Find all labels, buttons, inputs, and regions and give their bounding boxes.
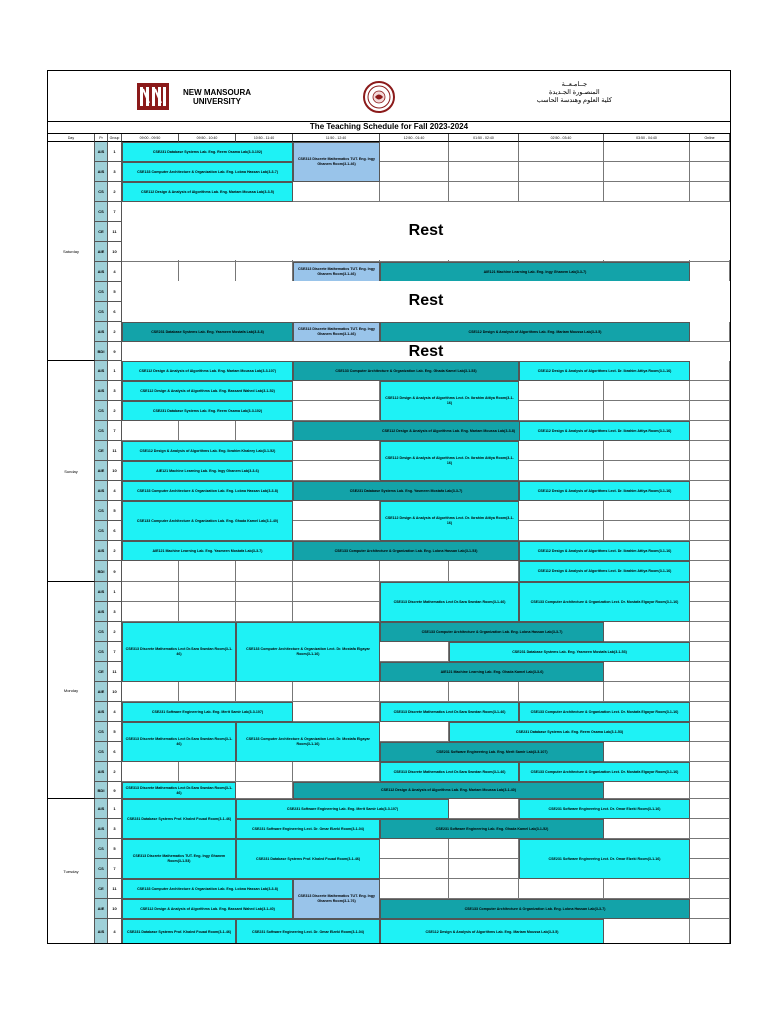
class-session: CSE112 Design & Analysis of Algorithms Lab. Eng. Ibrahim Khaleey Lab(3-1-52) [122,441,293,461]
class-session: CSE133 Computer Architecture & Organization Lab. Eng. Lobna Hassan Lab(3-3-8) [122,879,293,899]
group-number: 5 [108,722,122,742]
empty-slot-cell [519,142,604,162]
empty-slot-cell [604,819,690,839]
rest-label: Rest [122,281,730,321]
class-session: CSE112 Design & Analysis of Algorithms Lab. Eng. Mariam Moussa Lab(3-3-5) [122,182,293,202]
empty-slot-cell [293,561,380,582]
empty-slot-cell [449,142,519,162]
group-number: 9 [108,782,122,799]
empty-slot-cell [236,762,293,782]
class-session: CSE112 Design & Analysis of Algorithms Lect. Dr. Ibrahim Attiya Room(3-1-16) [519,561,690,582]
empty-slot-cell [690,142,730,162]
col-slot-7: 02:50 - 03:40 [519,134,604,142]
class-session: CSE231 Software Engineering Lect. Dr. Omar Elzeki Room(3-1-16) [519,799,690,819]
empty-slot-cell [690,662,730,682]
group-number: 10 [108,242,122,262]
schedule-page [47,70,731,944]
arabic-line-1: جــامـعــة [561,81,588,88]
empty-slot-cell [519,879,604,899]
empty-slot-cell [449,839,519,859]
group-number: 2 [108,322,122,342]
program-label: AIS [95,361,108,381]
group-number: 3 [108,602,122,622]
program-label: AIS [95,762,108,782]
class-session: CSE231 Database Systems Prof. Khaled Fouad Room(3-1-46) [122,919,236,944]
empty-slot-cell [690,682,730,702]
empty-slot-cell [690,722,730,742]
empty-slot-cell [449,682,519,702]
empty-slot-cell [293,501,380,521]
group-number: 2 [108,622,122,642]
empty-slot-cell [604,501,690,521]
col-online: Online [690,134,730,142]
class-session: CSE112 Design & Analysis of Algorithms Lab. Eng. Mariam Moussa Lab(3-1-40) [293,782,604,799]
empty-slot-cell [380,162,449,182]
class-session: CSE112 Design & Analysis of Algorithms Lab. Eng. Mariam Moussa Lab(3-3-107) [122,361,293,381]
empty-slot-cell [236,582,293,602]
col-pr: Pr [95,134,108,142]
class-session: CSE231 Software Engineering Lect. Dr. Omar Elzeki Room(3-1-16) [519,839,690,879]
class-session: CSE313 Discrete Mathematics TUT. Eng. Ingy Ghanem Room(3-1-46) [293,262,380,282]
program-label: AIE [95,682,108,702]
empty-slot-cell [179,262,236,282]
group-number: 5 [108,839,122,859]
program-label: CE [95,222,108,242]
program-label: CS [95,182,108,202]
program-label: CS [95,521,108,541]
empty-slot-cell [380,682,449,702]
program-label: CS [95,401,108,421]
empty-slot-cell [380,879,449,899]
empty-slot-cell [690,762,730,782]
empty-slot-cell [690,481,730,501]
class-session: CSE313 Discrete Mathematics Lect Dr.Sara Swedan Room(3-1-46) [380,702,519,722]
group-number: 10 [108,461,122,481]
empty-slot-cell [122,262,179,282]
class-session: CSE112 Design & Analysis of Algorithms Lect. Dr. Ibrahim Attiya Room(3-1-16) [380,501,519,541]
class-session: CSE313 Discrete Mathematics Lect Dr.Sara Swedan Room(3-1-46) [122,782,236,799]
group-number: 10 [108,682,122,702]
class-session: CSE133 Computer Architecture & Organization Lect. Dr. Mostafa Elgayar Room(3-1-16) [519,702,690,722]
class-session: CSE133 Computer Architecture & Organization Lab. Eng. Lobna Hassan Lab(3-3-7) [122,162,293,182]
class-session: CSE231 Software Engineering Lab. Eng. Merit Samir Lab(3-3-107) [380,742,604,762]
empty-slot-cell [449,859,519,879]
empty-slot-cell [690,461,730,481]
program-label: AIE [95,242,108,262]
empty-slot-cell [236,262,293,282]
program-label: AIS [95,162,108,182]
empty-slot-cell [690,642,730,662]
class-session: CSE231 Database Systems Lab. Eng. Yasmeen Mostafa Lab(3-3-8) [122,322,293,342]
group-number: 1 [108,582,122,602]
empty-slot-cell [179,561,236,582]
group-number: 4 [108,481,122,501]
col-slot-2: 09:50 - 10:40 [179,134,236,142]
empty-slot-cell [690,622,730,642]
class-session: CSE231 Database Systems Prof. Khaled Fouad Room(3-1-46) [122,799,236,839]
col-day: Day [48,134,95,142]
class-session: CSE313 Discrete Mathematics TUT. Eng. Ingy Ghanem Room(3-1-76) [293,879,380,919]
group-number: 4 [108,919,122,944]
col-slot-8: 03:50 - 04:40 [604,134,690,142]
class-session: CSE231 Database Systems Prof. Khaled Fouad Room(3-1-46) [236,839,380,879]
group-number: 3 [108,162,122,182]
program-label: AIS [95,582,108,602]
empty-slot-cell [122,582,179,602]
empty-slot-cell [236,782,293,799]
empty-slot-cell [236,561,293,582]
class-session: CSE231 Software Engineering Lab. Eng. Merit Samir Lab(3-3-107) [236,799,449,819]
empty-slot-cell [179,582,236,602]
empty-slot-cell [604,142,690,162]
class-session: CSE313 Discrete Mathematics Lect Dr.Sara Swedan Room(3-1-46) [380,762,519,782]
empty-slot-cell [604,622,690,642]
class-session: CSE231 Software Engineering Lab. Eng. Ghada Kamel Lab(3-1-52) [380,819,604,839]
class-session: CSE112 Design & Analysis of Algorithms Lab. Eng. Mariam Moussa Lab(3-3-8) [293,421,604,441]
class-session: AIE121 Machine Learning Lab. Eng. Ingy Ghanem Lab(3-3-6) [122,461,293,481]
empty-slot-cell [380,859,449,879]
program-label: CE [95,441,108,461]
program-label: CS [95,722,108,742]
page-title: The Teaching Schedule for Fall 2023-2024 [48,121,730,134]
empty-slot-cell [449,182,519,202]
class-session: CSE112 Design & Analysis of Algorithms Lect. Dr. Ibrahim Attiya Room(3-1-16) [519,481,690,501]
empty-slot-cell [449,561,519,582]
group-number: 7 [108,202,122,222]
empty-slot-cell [690,702,730,722]
empty-slot-cell [690,919,730,944]
program-label: BDI [95,342,108,361]
empty-slot-cell [690,501,730,521]
empty-slot-cell [690,561,730,582]
empty-slot-cell [690,262,730,282]
group-number: 6 [108,521,122,541]
class-session: CSE112 Design & Analysis of Algorithms Lect. Dr. Ibrahim Attiya Room(3-1-16) [519,421,690,441]
empty-slot-cell [449,162,519,182]
empty-slot-cell [519,381,604,401]
program-label: AIS [95,541,108,561]
empty-slot-cell [293,381,380,401]
empty-slot-cell [604,162,690,182]
rest-label: Rest [122,202,730,260]
empty-slot-cell [293,702,380,722]
group-number: 1 [108,799,122,819]
class-session: CSE133 Computer Architecture & Organization Lect. Dr. Mostafa Elgayar Room(3-1-16) [519,582,690,622]
empty-slot-cell [690,381,730,401]
empty-slot-cell [293,461,380,481]
program-label: CS [95,622,108,642]
empty-slot-cell [690,859,730,879]
empty-slot-cell [690,602,730,622]
empty-slot-cell [293,762,380,782]
program-label: AIS [95,799,108,819]
empty-slot-cell [690,322,730,342]
empty-slot-cell [449,799,519,819]
program-label: CS [95,859,108,879]
empty-slot-cell [380,839,449,859]
empty-slot-cell [122,682,179,702]
group-number: 11 [108,879,122,899]
arabic-line-3: كلية العلوم وهندسة الحاسب [536,97,612,104]
class-session: CSE313 Discrete Mathematics TUT. Eng. Ingy Ghanem Room(3-1-46) [293,142,380,182]
empty-slot-cell [690,162,730,182]
class-session: CSE112 Design & Analysis of Algorithms Lect. Dr. Ibrahim Attiya Room(3-1-16) [380,441,519,481]
col-slot-3: 10:50 - 11:40 [236,134,293,142]
empty-slot-cell [293,521,380,541]
group-number: 11 [108,222,122,242]
empty-slot-cell [380,142,449,162]
group-number: 3 [108,381,122,401]
empty-slot-cell [179,682,236,702]
nmu-logo-icon [137,83,169,110]
empty-slot-cell [449,879,519,899]
class-session: AIE121 Machine Learning Lab. Eng. Yasmeen Mostafa Lab(3-3-7) [122,541,293,561]
empty-slot-cell [236,682,293,702]
group-number: 6 [108,302,122,322]
class-session: CSE133 Computer Architecture & Organization Lab. Eng. Ghada Kamel Lab(3-1-53) [293,361,519,381]
program-label: CS [95,202,108,222]
class-session: CSE133 Computer Architecture & Organization Lab. Eng. Lobna Hassan Lab(3-3-8) [122,481,293,501]
group-number: 5 [108,282,122,302]
program-label: AIS [95,381,108,401]
empty-slot-cell [604,879,690,899]
group-number: 5 [108,501,122,521]
empty-slot-cell [690,401,730,421]
schedule-header [48,71,730,122]
empty-slot-cell [293,441,380,461]
group-number: 2 [108,541,122,561]
program-label: CE [95,879,108,899]
program-label: CS [95,642,108,662]
empty-slot-cell [519,401,604,421]
empty-slot-cell [690,799,730,819]
program-label: CS [95,282,108,302]
group-number: 10 [108,899,122,919]
empty-slot-cell [380,561,449,582]
university-name-en: NEW MANSOURA UNIVERSITY [183,88,251,106]
empty-slot-cell [690,839,730,859]
program-label: AIS [95,602,108,622]
empty-slot-cell [122,762,179,782]
empty-slot-cell [604,182,690,202]
program-label: AIS [95,702,108,722]
class-session: AIE121 Machine Learning Lab. Eng. Ingy Ghanem Lab(3-3-7) [380,262,690,282]
class-session: CSE313 Discrete Mathematics TUT. Eng. Ingy Ghanem Room(3-1-46) [293,322,380,342]
program-label: CS [95,421,108,441]
group-number: 6 [108,742,122,762]
empty-slot-cell [690,782,730,799]
program-label: CE [95,662,108,682]
program-label: AIS [95,142,108,162]
empty-slot-cell [604,521,690,541]
empty-slot-cell [519,441,604,461]
class-session: CSE112 Design & Analysis of Algorithms Lab. Eng. Mariam Moussa Lab(3-3-5) [380,919,604,944]
program-label: AIS [95,481,108,501]
class-session: CSE133 Computer Architecture & Organization Lab. Eng. Ghada Kamel Lab(3-1-40) [122,501,293,541]
class-session: CSE231 Database Systems Lab. Eng. Reem Osama Lab(3-3-102) [122,401,293,421]
group-number: 9 [108,561,122,582]
col-group: Group [108,134,122,142]
class-session: CSE133 Computer Architecture & Organization Lab. Eng. Lobna Hassan Lab(3-3-7) [380,622,604,642]
empty-slot-cell [690,742,730,762]
empty-slot-cell [293,602,380,622]
col-slot-5: 12:50 - 01:40 [380,134,449,142]
group-number: 1 [108,361,122,381]
day-sunday: Sunday [48,361,95,582]
empty-slot-cell [380,182,449,202]
empty-slot-cell [690,521,730,541]
empty-slot-cell [604,742,690,762]
empty-slot-cell [690,879,730,899]
empty-slot-cell [179,421,236,441]
program-label: CS [95,501,108,521]
class-session: AIE121 Machine Learning Lab. Eng. Ghada Kamel Lab(3-3-6) [380,662,604,682]
empty-slot-cell [122,602,179,622]
day-saturday: Saturday [48,142,95,361]
class-session: CSE313 Discrete Mathematics TUT. Eng. Ingy Ghanem Room(3-1-53) [122,839,236,879]
group-number: 2 [108,762,122,782]
empty-slot-cell [690,899,730,919]
empty-slot-cell [236,602,293,622]
empty-slot-cell [519,162,604,182]
empty-slot-cell [690,541,730,561]
program-label: AIS [95,819,108,839]
empty-slot-cell [236,421,293,441]
program-label: AIE [95,461,108,481]
arabic-line-2: المنصـورة الجـديدة [549,89,600,96]
class-session: CSE112 Design & Analysis of Algorithms Lab. Eng. Bassant Wahed Lab(3-1-40) [122,899,293,919]
class-session: CSE231 Database Systems Lab. Eng. Reem Osama Lab(3-3-102) [122,142,293,162]
empty-slot-cell [380,642,449,662]
group-number: 9 [108,342,122,361]
empty-slot-cell [519,521,604,541]
empty-slot-cell [604,782,690,799]
empty-slot-cell [604,662,690,682]
class-session: CSE313 Discrete Mathematics Lect Dr.Sara Swedan Room(3-1-46) [122,622,236,682]
program-label: AIS [95,262,108,282]
group-number: 11 [108,441,122,461]
empty-slot-cell [690,441,730,461]
program-label: CS [95,839,108,859]
empty-slot-cell [690,421,730,441]
class-session: CSE112 Design & Analysis of Algorithms Lect. Dr. Ibrahim Attiya Room(3-1-16) [380,381,519,421]
empty-slot-cell [380,722,449,742]
empty-slot-cell [604,381,690,401]
empty-slot-cell [293,401,380,421]
program-label: AIE [95,899,108,919]
class-session: CSE313 Discrete Mathematics Lect Dr.Sara Swedan Room(3-1-46) [122,722,236,762]
class-session: CSE133 Computer Architecture & Organization Lab. Eng. Lobna Hassan Lab(3-1-53) [293,541,519,561]
empty-slot-cell [519,501,604,521]
group-number: 2 [108,182,122,202]
class-session: CSE112 Design & Analysis of Algorithms Lect. Dr. Ibrahim Attiya Room(3-1-16) [519,541,690,561]
group-number: 2 [108,401,122,421]
program-label: AIS [95,919,108,944]
empty-slot-cell [293,182,380,202]
class-session: CSE231 Software Engineering Lab. Eng. Merit Samir Lab(3-3-107) [122,702,293,722]
empty-slot-cell [604,682,690,702]
day-monday: Monday [48,582,95,799]
empty-slot-cell [604,919,690,944]
class-session: CSE313 Discrete Mathematics Lect Dr.Sara Swedan Room(3-1-46) [380,582,519,622]
empty-slot-cell [519,682,604,702]
empty-slot-cell [519,182,604,202]
class-session: CSE112 Design & Analysis of Algorithms Lect. Dr. Ibrahim Attiya Room(3-1-16) [519,361,690,381]
program-label: AIS [95,322,108,342]
program-label: CS [95,302,108,322]
class-session: CSE133 Computer Architecture & Organization Lect. Dr. Mostafa Elgayar Room(3-1-16) [236,722,380,762]
empty-slot-cell [293,682,380,702]
group-number: 1 [108,142,122,162]
col-slot-6: 01:50 - 02:40 [449,134,519,142]
empty-slot-cell [690,361,730,381]
empty-slot-cell [122,561,179,582]
empty-slot-cell [179,762,236,782]
group-number: 7 [108,859,122,879]
class-session: CSE133 Computer Architecture & Organization Lect. Dr. Mostafa Elgayar Room(3-1-16) [519,762,690,782]
empty-slot-cell [690,819,730,839]
class-session: CSE231 Software Engineering Lect. Dr. Omar Elzeki Room(3-1-04) [236,819,380,839]
empty-slot-cell [293,582,380,602]
class-session: CSE231 Software Engineering Lect. Dr. Omar Elzeki Room(3-1-04) [236,919,380,944]
class-session: CSE231 Database Systems Lab. Eng. Yasmeen Mostafa Lab(3-1-53) [449,642,690,662]
class-session: CSE133 Computer Architecture & Organization Lect. Dr. Mostafa Elgayar Room(3-1-16) [236,622,380,682]
class-session: CSE231 Database Systems Lab. Eng. Yasmeen Mostafa Lab(3-3-7) [293,481,519,501]
empty-slot-cell [122,421,179,441]
university-seal-icon [363,81,395,113]
group-number: 7 [108,421,122,441]
empty-slot-cell [519,461,604,481]
empty-slot-cell [604,461,690,481]
col-slot-1: 09:00 - 09:50 [122,134,179,142]
program-label: BDI [95,782,108,799]
group-number: 3 [108,819,122,839]
class-session: CSE133 Computer Architecture & Organization Lab. Eng. Lobna Hassan Lab(3-3-7) [380,899,690,919]
empty-slot-cell [690,582,730,602]
group-number: 4 [108,262,122,282]
program-label: BDI [95,561,108,582]
class-session: CSE231 Database Systems Lab. Eng. Reem Osama Lab(3-1-53) [449,722,690,742]
rest-label: Rest [122,343,730,360]
day-tuesday: Tuesday [48,799,95,944]
group-number: 11 [108,662,122,682]
empty-slot-cell [604,401,690,421]
empty-slot-cell [604,441,690,461]
empty-slot-cell [179,602,236,622]
class-session: CSE112 Design & Analysis of Algorithms Lab. Eng. Bassant Wahed Lab(3-1-52) [122,381,293,401]
class-session: CSE112 Design & Analysis of Algorithms Lab. Eng. Mariam Moussa Lab(3-3-5) [380,322,690,342]
program-label: CS [95,742,108,762]
col-slot-4: 11:50 - 12:40 [293,134,380,142]
group-number: 7 [108,642,122,662]
empty-slot-cell [690,182,730,202]
group-number: 4 [108,702,122,722]
university-name-ar [537,81,612,105]
